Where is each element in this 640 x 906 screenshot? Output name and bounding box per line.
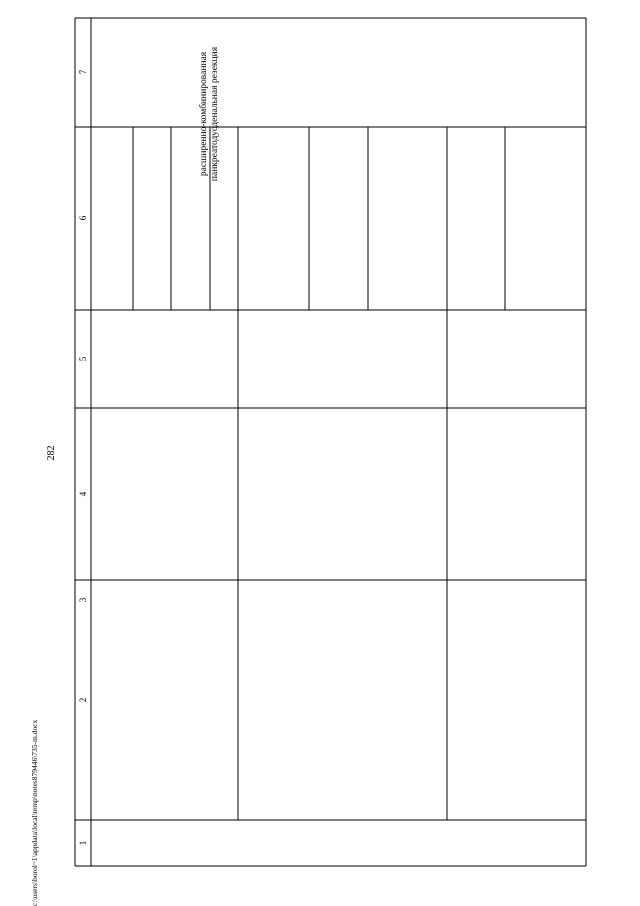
header-col-4: 4 <box>78 491 88 497</box>
header-col-5: 5 <box>78 356 88 362</box>
header-col-7: 7 <box>78 69 88 75</box>
page-number: 282 <box>46 445 57 461</box>
header-col-6: 6 <box>78 215 88 221</box>
header-col-2: 2 <box>78 697 88 703</box>
procedure-cell: расширенно-комбинированная панкреатодуоденальная резекция <box>199 46 220 182</box>
header-col-3: 3 <box>78 597 88 603</box>
procedure-cell <box>89 128 131 308</box>
file-path-footer: c:\users\borol~1\appdata\local\temp\notes879446\735-m.docx <box>30 719 39 906</box>
header-col-1: 1 <box>78 840 88 846</box>
